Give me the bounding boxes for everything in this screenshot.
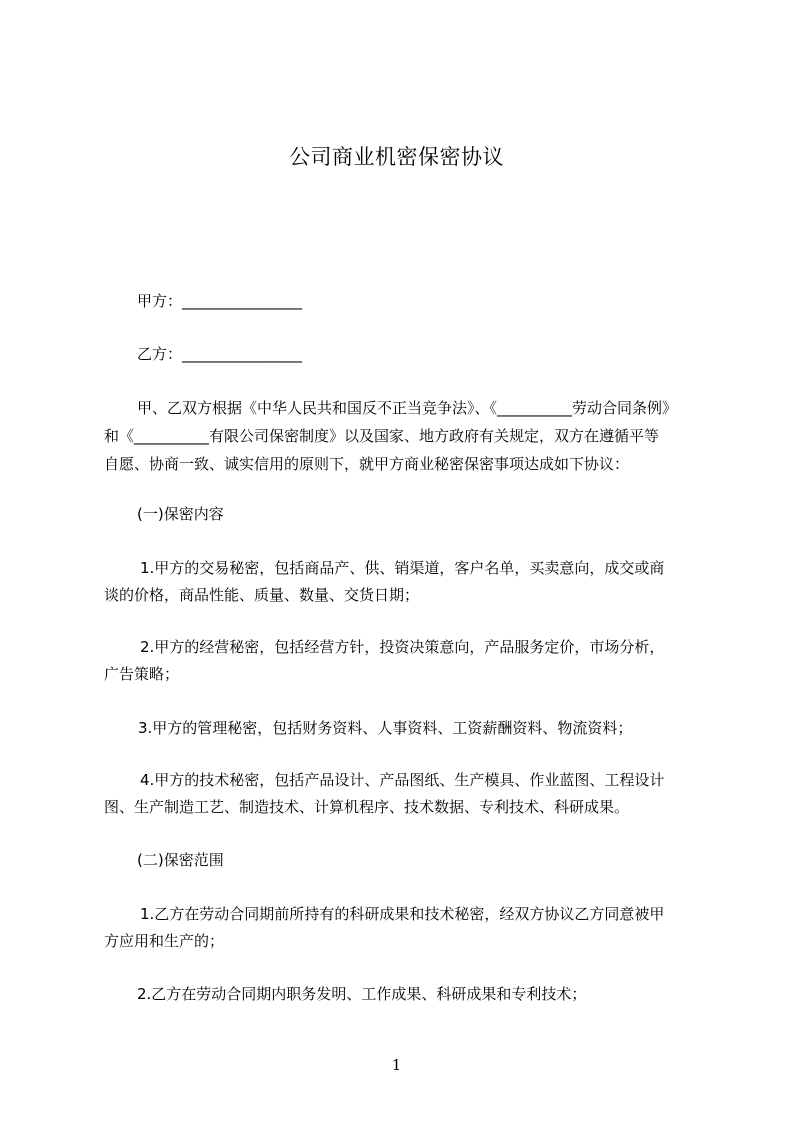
section-2-item-1-line-2: 方应用和生产的； [104, 932, 225, 950]
section-1-item-4-line-1: 4.甲方的技术秘密，包括产品设计、产品图纸、生产模具、作业蓝图、工程设计 [140, 771, 665, 789]
intro-line-2: 和《__________有限公司保密制度》以及国家、地方政府有关规定，双方在遵循平等 [104, 427, 660, 445]
document-title: 公司商业机密保密协议 [289, 145, 504, 169]
section-1-item-3-line-1: 3.甲方的管理秘密，包括财务资料、人事资料、工资薪酬资料、物流资料； [138, 719, 633, 737]
party-b-line: 乙方：________________ [137, 345, 303, 363]
section-1-item-2-line-2: 广告策略； [104, 665, 180, 683]
section-2-item-2-line-1: 2.乙方在劳动合同期内职务发明、工作成果、科研成果和专利技术； [137, 985, 587, 1003]
party-a-line: 甲方：________________ [137, 292, 303, 310]
page-number: 1 [391, 1056, 402, 1074]
section-1-item-1-line-1: 1.甲方的交易秘密，包括商品产、供、销渠道，客户名单，买卖意向，成交或商 [140, 559, 665, 577]
section-1-item-4-line-2: 图、生产制造工艺、制造技术、计算机程序、技术数据、专利技术、科研成果。 [104, 798, 630, 816]
intro-line-1: 甲、乙双方根据《中华人民共和国反不正当竞争法》、《__________劳动合同条例》 [137, 399, 678, 417]
intro-line-3: 自愿、协商一致、诚实信用的原则下，就甲方商业秘密保密事项达成如下协议： [104, 455, 630, 473]
section-2-item-1-line-1: 1.乙方在劳动合同期前所持有的科研成果和技术秘密，经双方协议乙方同意被甲 [140, 905, 665, 923]
section-1-heading: (一)保密内容 [137, 505, 224, 523]
section-1-item-2-line-1: 2.甲方的经营秘密，包括经营方针，投资决策意向，产品服务定价，市场分析， [140, 638, 665, 656]
section-2-heading: (二)保密范围 [137, 851, 224, 869]
section-1-item-1-line-2: 谈的价格，商品性能、质量、数量、交货日期； [104, 586, 420, 604]
